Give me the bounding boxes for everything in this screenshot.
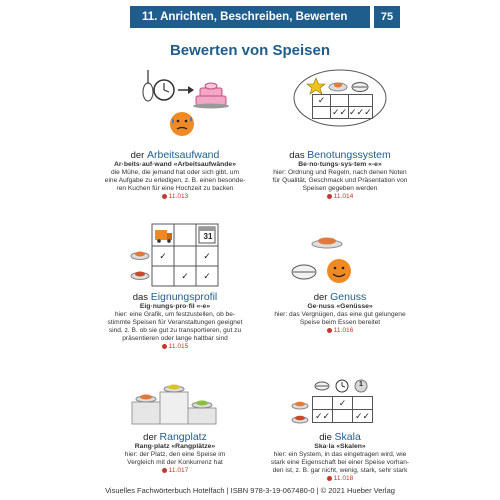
- syllables: Rang·platz «Rangplätze»: [134, 443, 216, 450]
- grid-cell: [353, 397, 373, 410]
- truck-icon: [155, 230, 172, 243]
- entry-benotungssystem: [235, 150, 445, 201]
- syllables: Be·no·tungs·sys·tem «-e»: [298, 161, 382, 168]
- entry-code: 11.013: [70, 193, 280, 201]
- arrow-right-icon: [178, 86, 194, 94]
- calendar-day: 31: [203, 232, 213, 241]
- entry-code: 11.015: [70, 343, 280, 351]
- definition-line: für Qualität, Geschmack und Präsentation von: [272, 177, 408, 184]
- definition-line: ren Kuchen für eine Hochzeit zu backen: [116, 185, 234, 192]
- cake-icon: [193, 83, 229, 109]
- grid-cell: [174, 246, 196, 266]
- skala-grid: [312, 396, 373, 423]
- clock-icon: [154, 80, 174, 100]
- definition-line: präsentieren oder lange haltbar sind: [122, 335, 228, 342]
- definition-line: hier: das Vergnügen, das eine gut gelungene: [274, 311, 406, 318]
- definition-line: den ist, z. B. gar nicht, wenig, stark, sehr stark: [272, 467, 408, 474]
- eignung-grid: [152, 246, 218, 286]
- bullet-icon: [327, 328, 332, 333]
- definition-line: hier: eine Grafik, um festzustellen, ob be-: [114, 311, 236, 318]
- grid-cell: ✓✓✓: [349, 107, 372, 117]
- entry-skala: [235, 432, 445, 483]
- grid-cell: [349, 95, 373, 107]
- bullet-icon: [162, 344, 167, 349]
- section-title: Bewerten von Speisen: [169, 42, 331, 59]
- definition-line: eine Aufgabe zu erledigen, z. B. einen besonde-: [104, 177, 246, 184]
- article: das: [132, 292, 149, 303]
- grid-cell: [331, 95, 349, 107]
- grid-row: [313, 95, 373, 107]
- definition-line: stimmte Speisen für Veranstaltungen geeignet: [107, 319, 243, 326]
- plate-icon: [292, 402, 308, 409]
- grid-cell: ✓✓: [353, 410, 373, 423]
- definition-line: sind, z. B. ob sie gut zu transportieren, gut zu: [108, 327, 242, 334]
- article: die: [319, 432, 332, 443]
- chapter-title: 11. Anrichten, Beschreiben, Bewerten: [142, 11, 348, 23]
- grid-cell: ✓✓: [331, 107, 348, 117]
- grid-row: [313, 107, 373, 119]
- sweating-smiley-icon: [170, 112, 194, 136]
- definition-line: hier: Ordnung und Regeln, nach denen Noten: [273, 169, 407, 176]
- grid-row: [152, 266, 218, 286]
- bullet-icon: [327, 476, 332, 481]
- grid-cell: ✓✓: [313, 410, 333, 423]
- plate-icon: [292, 416, 308, 423]
- syllables: Eig·nungs·pro·fil «-e»: [139, 303, 211, 310]
- grid-cell: ✓: [203, 270, 211, 281]
- definition-line: hier: ein System, in das eingetragen wird, wie: [273, 451, 407, 458]
- chapter-header: [130, 6, 370, 28]
- grid-cell: ✓: [203, 250, 211, 261]
- headword: Benotungssystem: [307, 149, 391, 161]
- definition-line: hier: der Platz, den eine Speise im: [124, 451, 226, 458]
- grid-cell: [333, 410, 353, 423]
- article: der: [143, 432, 157, 443]
- syllables: Ska·la «Skalen»: [314, 443, 366, 450]
- syllables: Ar·beits·auf·wand «Arbeitsaufwände»: [114, 161, 236, 168]
- entry-code: 11.017: [70, 467, 280, 475]
- grid-cell: ✓: [181, 270, 189, 281]
- article: das: [289, 150, 305, 161]
- grid-cell: [313, 397, 333, 410]
- plate-icon: [312, 238, 342, 249]
- plate-icon: [329, 83, 347, 92]
- headword: Genuss: [330, 291, 367, 303]
- bullet-icon: [162, 468, 167, 473]
- plate-icon: [131, 272, 149, 280]
- plate-icon: [192, 401, 212, 409]
- headword: Skala: [334, 431, 361, 443]
- genuss-illustration: [282, 228, 364, 290]
- plate-icon: [136, 395, 156, 403]
- grid-row: [313, 397, 373, 410]
- definition-line: Speisen gegeben werden: [302, 185, 378, 192]
- benotung-grid: [312, 94, 373, 119]
- whisk-icon: [143, 70, 153, 101]
- definition-line: Speise beim Essen bereitet: [299, 319, 381, 326]
- rangplatz-illustration: [128, 380, 222, 426]
- entry-genuss: [235, 292, 445, 335]
- mouth-icon: [292, 265, 316, 279]
- definition-line: die Mühe, die jemand hat oder sich gibt, um: [111, 169, 239, 176]
- grid-cell: ✓: [159, 250, 167, 261]
- grid-cell: ✓: [313, 95, 331, 107]
- article: der: [130, 150, 145, 161]
- grid-row: [313, 410, 373, 423]
- page-footer: Visuelles Fachwörterbuch Hotelfach | ISBN 978-3-19-067480-0 | © 2021 Hueber Verlag: [105, 486, 395, 495]
- headword: Eignungsprofil: [150, 291, 218, 303]
- grid-row: [152, 246, 218, 266]
- headword: Arbeitsaufwand: [146, 149, 220, 161]
- plate-icon: [164, 385, 184, 393]
- entry-code: 11.014: [235, 193, 445, 201]
- grid-cell: [313, 107, 331, 119]
- bullet-icon: [162, 194, 167, 199]
- syllables: Ge·nuss «Genüsse»: [307, 303, 373, 310]
- grid-cell: ✓: [333, 397, 353, 410]
- grid-cell: [152, 266, 174, 286]
- page-number: 75: [374, 6, 400, 28]
- entry-code: 11.016: [235, 327, 445, 335]
- arbeitsaufwand-illustration: [136, 66, 246, 146]
- article: der: [313, 292, 328, 303]
- definition-line: stark eine Eigenschaft bei einer Speise vorhan-: [270, 459, 410, 466]
- plate-icon: [131, 252, 149, 260]
- smiley-icon: [327, 259, 351, 283]
- bullet-icon: [327, 194, 332, 199]
- clock-icon: [336, 380, 348, 392]
- entry-code: 11.018: [235, 475, 445, 483]
- coin-value: 1: [359, 381, 363, 388]
- mouth-icon: [315, 382, 329, 390]
- headword: Rangplatz: [159, 431, 207, 443]
- mouth-icon: [352, 83, 368, 92]
- definition-line: Vergleich mit der Konkurrenz hat: [127, 459, 223, 466]
